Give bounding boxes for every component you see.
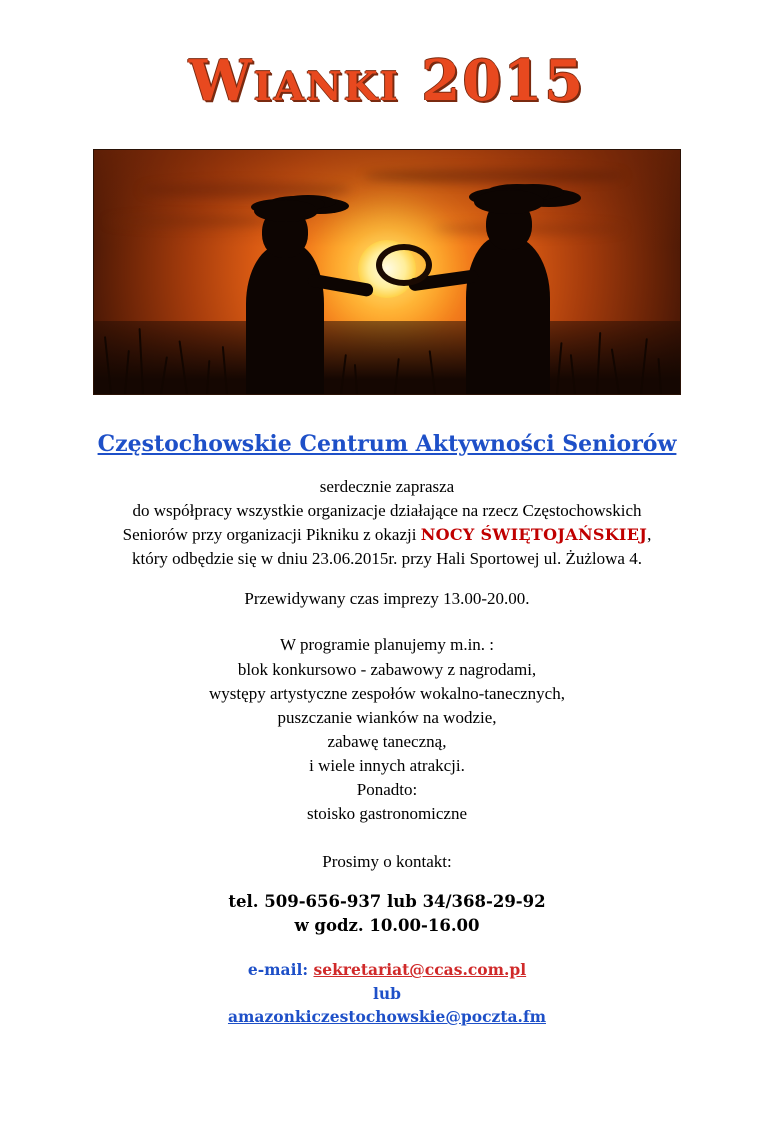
phone-line: tel. 509-656-937 lub 34/368-29-92: [228, 892, 546, 912]
program-heading: W programie planujemy m.in. :: [279, 635, 495, 655]
contact-heading: Prosimy o kontakt:: [322, 852, 452, 872]
email-link-secondary[interactable]: amazonkiczestochowskie@poczta.fm: [227, 1006, 547, 1026]
email-line-2: [60, 1005, 714, 1028]
wreath-icon: [254, 200, 318, 222]
poster-photo: [93, 149, 681, 395]
spacer: [60, 611, 714, 633]
cloud-icon: [106, 216, 276, 227]
invite-line-1: serdecznie zaprasza: [319, 476, 455, 496]
program-item: Ponadto:: [356, 780, 418, 800]
invitation-text: [60, 475, 714, 572]
invite-line-3: [60, 523, 714, 547]
event-highlight: NOCY ŚWIĘTOJAŃSKIEJ: [420, 525, 648, 545]
invite-line-3-prefix: Seniorów przy organizacji Pikniku z okazji: [122, 525, 421, 545]
sunset-photo: [93, 149, 681, 395]
time-note-line: Przewidywany czas imprezy 13.00-20.00.: [244, 589, 530, 609]
time-note: [60, 587, 714, 611]
contact-emails: [60, 958, 714, 1028]
program-block: [60, 633, 714, 826]
invite-line-3-suffix: ,: [647, 525, 652, 545]
wreath-icon: [474, 190, 544, 214]
cloud-icon: [141, 182, 351, 198]
figure-right-body: [466, 236, 550, 394]
poster-page: [0, 48, 774, 1147]
held-wreath-icon: [376, 244, 432, 286]
hours-line: w godz. 10.00-16.00: [294, 916, 480, 936]
program-item: i wiele innych atrakcji.: [309, 756, 465, 776]
page-title: Wianki 2015: [188, 48, 586, 114]
program-item: blok konkursowo - zabawowy z nagrodami,: [237, 659, 537, 679]
invite-line-4: który odbędzie się w dniu 23.06.2015r. przy Hali Sportowej ul. Żużlowa 4.: [132, 549, 642, 569]
email-label: e-mail:: [247, 960, 314, 980]
email-line-1: [60, 958, 714, 981]
contact-phones: [60, 890, 714, 938]
email-link-primary[interactable]: sekretariat@ccas.com.pl: [313, 960, 527, 980]
program-item: stoisko gastronomiczne: [306, 804, 468, 824]
spacer: [60, 571, 714, 587]
figure-left-body: [246, 244, 324, 394]
invite-line-2: do współpracy wszystkie organizacje działające na rzecz Częstochowskich: [132, 500, 642, 520]
program-item: występy artystyczne zespołów wokalno-tanecznych,: [209, 683, 565, 703]
organization-name: Częstochowskie Centrum Aktywności Seniorów: [97, 430, 677, 457]
program-item: puszczanie wianków na wodzie,: [277, 707, 497, 727]
email-separator: lub: [373, 983, 401, 1003]
program-item: zabawę taneczną,: [327, 731, 447, 751]
